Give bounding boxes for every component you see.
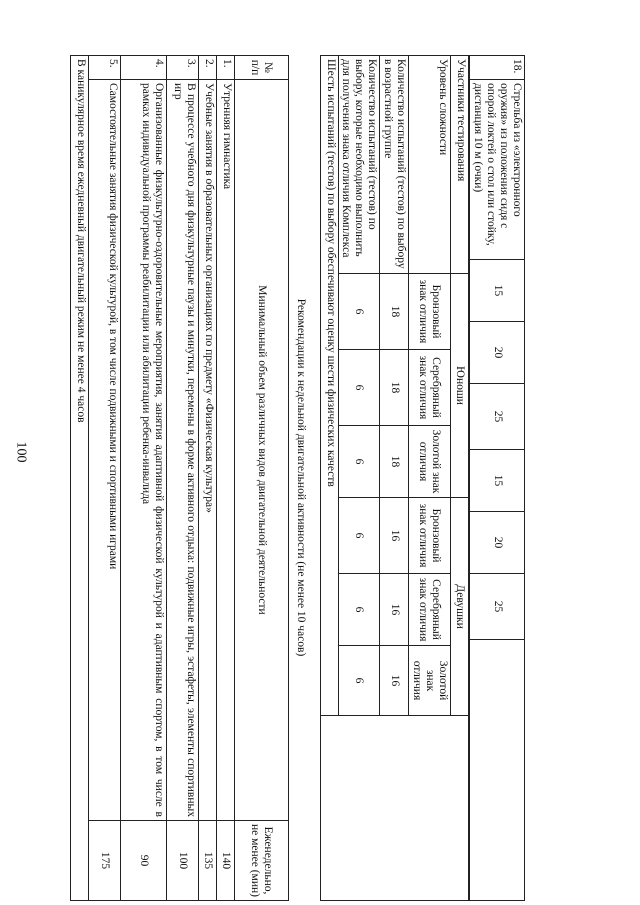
value-cell: 15 [470,260,525,322]
group-boys: Юноши [451,274,469,498]
rotated-page-content [65,55,525,900]
row-label: Количество испытаний (тестов) по выбору в возрастной группе [380,56,409,274]
value-cell: 15 [470,450,525,512]
badge-header: Серебряный знак отличия [409,350,451,426]
table-row [121,56,167,901]
group-girls: Девушки [451,498,469,716]
badge-header: Бронзовый знак отличия [409,498,451,574]
value-cell: 6 [338,426,380,498]
shooting-label: Стрельба из «электронного оружия» из положения сидя с опорой локтей о стол или стойку, дистанция 10 м (очки) [470,80,525,260]
value-cell: 16 [380,574,409,646]
participants-label: Участники тестирования [451,56,469,274]
row-number: 2. [199,56,217,80]
table-row [451,56,469,901]
badge-header: Бронзовый знак отличия [409,274,451,350]
col-weekly-header: Еженедельно, не менее (мин) [235,821,289,901]
minutes-value: 140 [217,821,235,901]
value-cell: 16 [380,646,409,716]
activity-text: Организованные физкультурно-оздоровительные мероприятия, занятия адаптивной физической культурой и адаптивным спортом, в том числе в рамках индивидуальной программы реабилитации или абилитации ребенка-инвалида [121,80,167,821]
recommendations-title: Рекомендации к недельной двигательной активности (не менее 10 часов) [295,298,307,657]
col-num-header: № п/п [235,56,289,80]
value-cell: 6 [338,498,380,574]
value-cell: 18 [380,350,409,426]
empty-cell [470,640,525,901]
table-row [89,56,121,901]
recommendations-table [70,55,289,901]
value-cell: 16 [380,498,409,574]
table-row [167,56,199,901]
shooting-table [470,55,526,901]
value-cell: 6 [338,274,380,350]
page-number: 100 [13,441,28,463]
col-activity-header: Минимальный объем различных видов двигательной деятельности [235,80,289,821]
value-cell: 6 [338,574,380,646]
value-cell: 25 [470,384,525,450]
table-row [71,56,89,901]
badge-header: Золотой знак отличия [409,426,451,498]
activity-text: Учебные занятия в образовательных организациях по предмету «Физическая культура» [199,80,217,821]
row-number: 4. [121,56,167,80]
value-cell: 20 [470,512,525,574]
value-cell: 25 [470,574,525,640]
minutes-value: 90 [121,821,167,901]
value-cell: 18 [380,274,409,350]
value-cell: 6 [338,646,380,716]
table-row [235,56,289,901]
row-number: 5. [89,56,121,80]
table-row [470,56,525,901]
minutes-value: 175 [89,821,121,901]
badge-header: Серебряный знак отличия [409,574,451,646]
table-row [217,56,235,901]
level-label: Уровень сложности [409,56,451,274]
activity-text: Утренняя гимнастика [217,80,235,821]
minutes-value: 135 [199,821,217,901]
row-number: 3. [167,56,199,80]
difficulty-table [320,55,469,901]
levels-footer: Шесть испытаний (тестов) по выбору обеспечивают оценку шести физических качеств [320,56,338,716]
row-number: 1. [217,56,235,80]
minutes-value: 100 [167,821,199,901]
row-number: 18. [470,56,525,80]
value-cell: 20 [470,322,525,384]
value-cell: 18 [380,426,409,498]
table-row [199,56,217,901]
row-label: Количество испытаний (тестов) по выбору, которые необходимо выполнить для получения знака отличия Комплекса [338,56,380,274]
badge-header: Золотой знак отличия [409,646,451,716]
value-cell: 6 [338,350,380,426]
empty-cell [320,716,468,901]
activity-text: Самостоятельные занятия физической культурой, в том числе подвижными и спортивными играми [89,80,121,821]
activity-text: В процессе учебного дня физкультурные паузы и минутки, перемены в форме активного отдыха: подвижные игры, эстафеты, элементы спортивных игр [167,80,199,821]
recommendations-footer: В каникулярное время ежедневный двигательный режим не менее 4 часов [71,56,89,901]
